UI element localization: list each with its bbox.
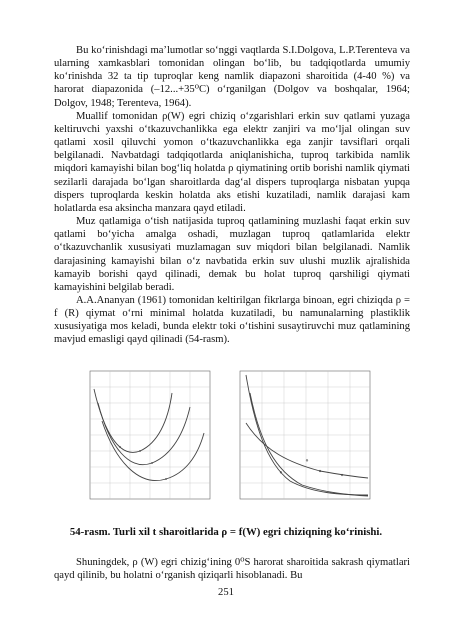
paragraph-3: Muz qatlamiga o‘tish natijasida tuproq qatlamining muzlashi faqat erkin suv qatlami bo‘yicha amalga oshadi, muzlagan tuproq qatlamlarida elektr o‘tkazuvchanlik xususiyati muzlamagan suv miqdori bilan belgilanadi. Namlik darajasining kamayishi bilan o‘z navbatida erkin suv ulushi muzlik ajralishida kamayib borishi qayd qilinadi, demak bu holat tuproq qarshiligi qiymati kamayishini belgilab beradi. (54, 216, 410, 293)
paragraph-4: A.A.Ananyan (1961) tomonidan keltirilgan fikrlarga binoan, egri chiziqda ρ = f (R) qiymat o‘rni minimal holatda kuzatiladi, bu namunalarning plastiklik xususiyatiga mos keladi, bunda elektr toki o‘tishini susaytiruvchi muz qatlamining mavjud emasligi qayd qilinadi (54-rasm). (54, 294, 410, 346)
figure-54 (80, 363, 380, 513)
page-number: 251 (218, 587, 234, 598)
paragraph-1: Bu ko‘rinishdagi ma’lumotlar so‘nggi vaqtlarda S.I.Dolgova, L.P.Terenteva va ularning xamkasblari tomonidan olingan bo‘lib, bu tadqiqotlarda umumiy ko‘rinishda 32 ta tip tuproqlar keng namlik diapazoni sharoitida (4-40 %) va harorat diapazonida (–12...+35⁰C) o‘rganilgan (Dolgov va boshqalar, 1964; Dolgov, 1948; Terenteva, 1964). (54, 45, 410, 109)
figure-caption: 54-rasm. Turli xil t sharoitlarida ρ = f(W) egri chiziqning ko‘rinishi. (69, 526, 383, 538)
right-graph (240, 371, 370, 499)
figure-graphs (80, 363, 380, 513)
paragraph-2: Muallif tomonidan ρ(W) egri chiziq o‘zgarishlari erkin suv qatlami yuzaga keltiruvchi yaxshi o‘tkazuvchanlikka ega elektr zanjiri va mo‘ljal olingan suv qatlami xosil qiluvchi yomon o‘tkazuvchanlikka ega zanjir tavsiflari orqali belgilanadi. Navbatdagi tadqiqotlarda aniqlanishicha, tuproq tarkibida namlik miqdori kamayishi bilan bog‘liq holatda ρ qiymatining ortib borishi namlik qiymati sezilarli darajada bo‘lgan sharoitlarda dag‘al dispers tuproqlarga nisbatan yupqa dispers tuproqlarda keskin holatda aks etishi kuzatiladi, namlik darajasi kam holatlarda esa aksincha manzara qayd etiladi. (54, 110, 410, 214)
paragraph-5: Shuningdek, ρ (W) egri chizig‘ining 0⁰S harorat sharoitida sakrash qiymatlari qayd qilinib, bu holatni o‘rganish qiziqarli hisoblanadi. Bu (54, 557, 410, 582)
body-text (54, 44, 410, 347)
left-graph (90, 371, 210, 499)
body-text-continued (54, 556, 410, 582)
